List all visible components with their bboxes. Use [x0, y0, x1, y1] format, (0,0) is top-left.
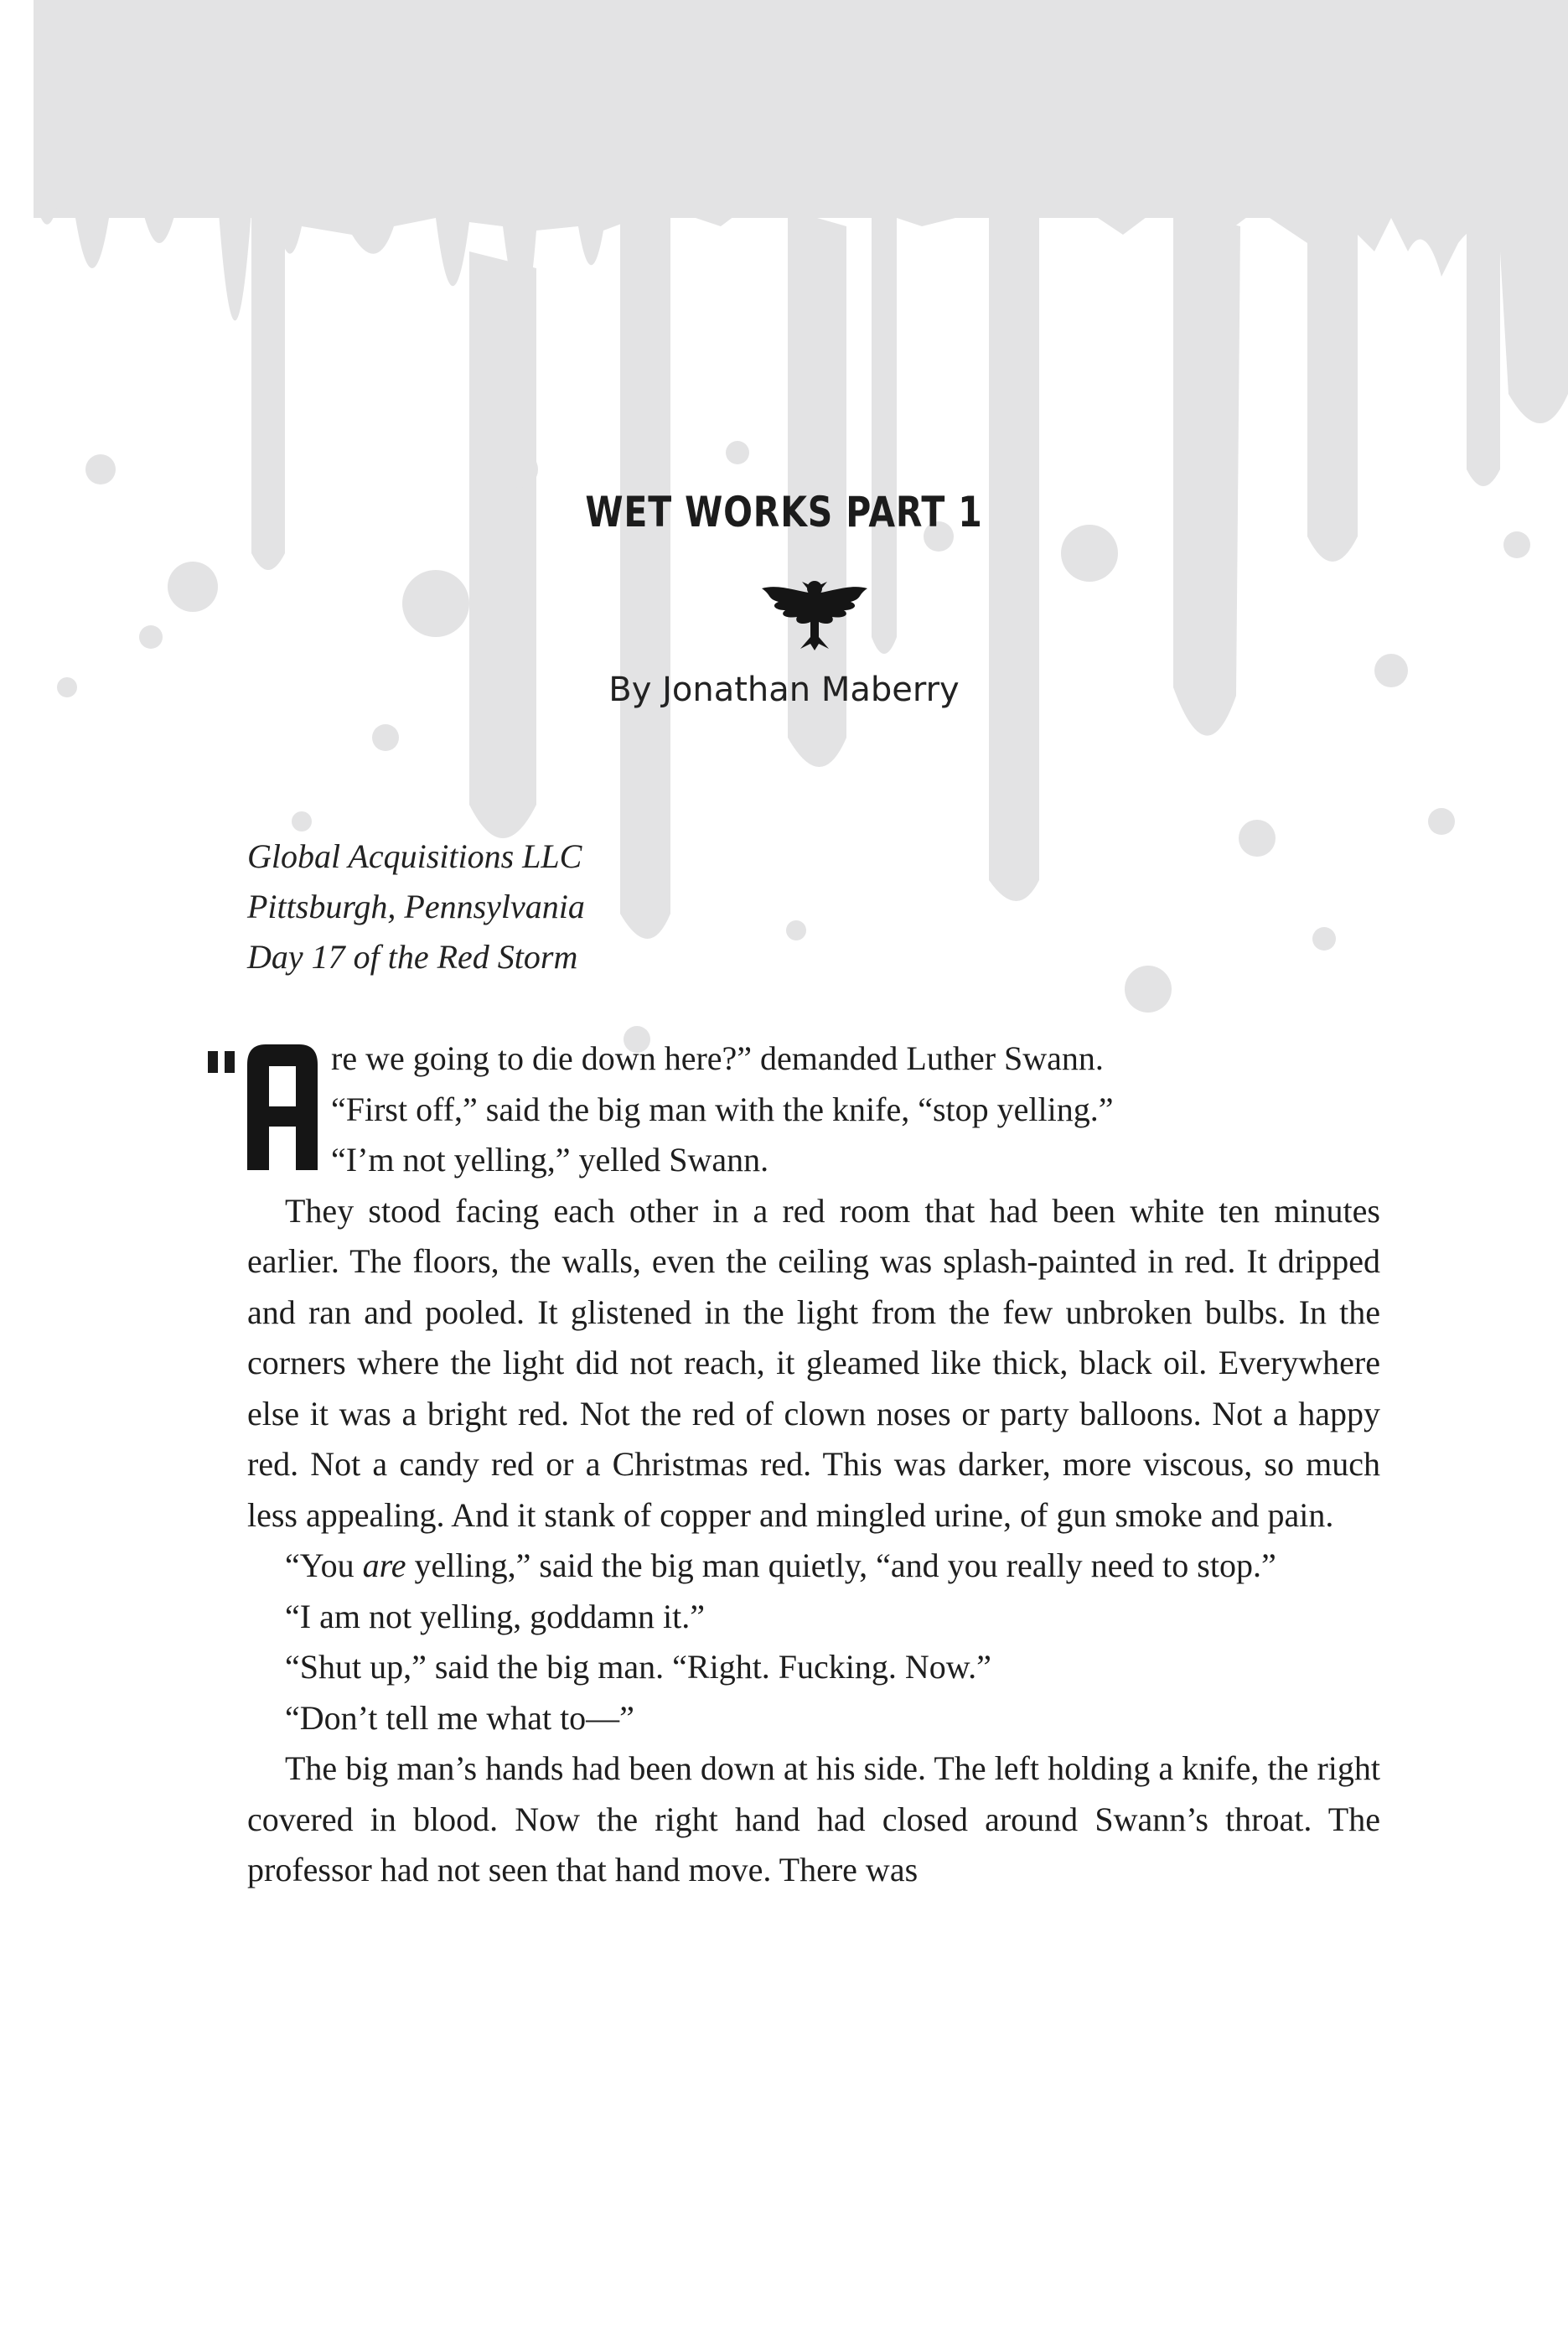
story-body	[247, 1033, 1380, 1896]
paragraph: “Shut up,” said the big man. “Right. Fucking. Now.”	[285, 1648, 991, 1686]
quote-stroke	[208, 1051, 218, 1073]
eagle-icon	[760, 577, 869, 652]
paragraph: “I am not yelling, goddamn it.”	[285, 1597, 705, 1635]
paragraph: re we going to die down here?” demanded Luther Swann.	[331, 1039, 1104, 1077]
dateline-line: Day 17 of the Red Storm	[247, 938, 578, 976]
emphasis: are	[362, 1546, 406, 1584]
dateline-line: Pittsburgh, Pennsylvania	[247, 888, 585, 925]
quote-stroke	[225, 1051, 235, 1073]
paragraph	[247, 1541, 1380, 1592]
chapter-title: WET WORKS PART 1	[585, 488, 983, 536]
author-byline: By Jonathan Maberry	[608, 671, 960, 709]
paragraph: The big man’s hands had been down at his side. The left holding a knife, the right covered in blood. Now the right hand had closed around Swann’s throat. The professor had not seen that hand move. There was	[247, 1749, 1380, 1888]
paragraph: They stood facing each other in a red room that had been white ten minutes earlier. The floors, the walls, even the ceiling was splash-painted in red. It dripped and ran and pooled. It glistened in the light from the few unbroken bulbs. In the corners where the light did not reach, it gleamed like thick, black oil. Everywhere else it was a bright red. Not the red of clown noses or party balloons. Not a happy red. Not a candy red or a Christmas red. This was darker, more viscous, so much less appealing. And it stank of copper and mingled urine, of gun smoke and pain.	[247, 1191, 1380, 1534]
dateline	[247, 831, 585, 982]
dateline-line: Global Acquisitions LLC	[247, 837, 582, 875]
paragraph: “Don’t tell me what to—”	[285, 1698, 634, 1737]
text-run: “You	[285, 1546, 363, 1584]
paragraph: “I’m not yelling,” yelled Swann.	[331, 1141, 769, 1179]
drop-quote-mark	[204, 1051, 237, 1073]
paragraph: “First off,” said the big man with the knife, “stop yelling.”	[331, 1090, 1114, 1128]
text-run: yelling,” said the big man quietly, “and you really need to stop.”	[406, 1546, 1276, 1584]
